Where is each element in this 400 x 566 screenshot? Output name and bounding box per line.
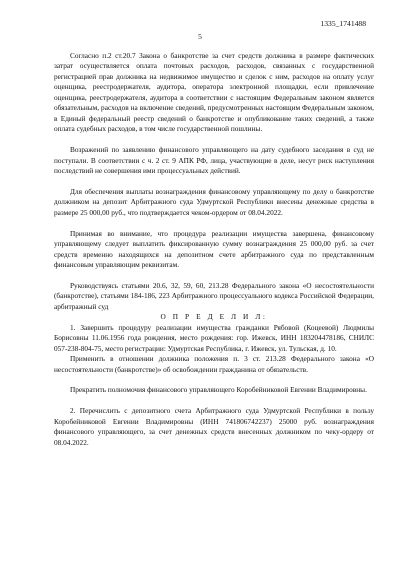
paragraph-no-objections: Возражений по заявлению финансового управляющего на дату судебного заседания в суд не поступали. В соответствии с ч. 2 ст. 9 АПК РФ, лица, участвующие в деле, несут риск наступления последствий не совершения ими процессуальных действий. [54,145,374,175]
page-number: 5 [198,32,202,41]
ruling-item-1: 1. Завершить процедуру реализации имущества гражданки Рябовой (Коцеевой) Людмилы Борисовны 11.06.1956 года рождения, место рождения: гор. Ижевск, ИНН 183204478186, СНИЛС 057-238-804-75, место регистрации: Удмуртская Республика, г. Ижевск, ул. Тульская, д. 10. [54,322,374,353]
document-body [54,51,374,448]
paragraph-deposit: Для обеспечения выплаты вознаграждения финансовому управляющему по делу о банкротстве должником на депозит Арбитражного суда Удмуртской Республики внесены денежные средства в размере 25 000,00 руб., что подтверждается чеком-ордером от 08.04.2022. [54,186,374,217]
paragraph-expenses: Согласно п.2 ст.20.7 Закона о банкротстве за счет средств должника в размере фактических затрат осуществляется оплата почтовых расходов, расходов, связанных с государственной регистрацией прав должника на недвижимое имущество и сделок с ним, расходов на оплату услуг оценщика, реестродержателя, аудитора, оператора электронной площадки, если привлечение оценщика, реестродержателя, аудитора в соответствии с настоящим Федеральным законом является обязательным, расходов на включение сведений, предусмотренных настоящим Федеральным законом, в Единый федеральный реестр сведений о банкротстве и опубликование таких сведений, а также оплата судебных расходов, в том числе государственной пошлины. [54,51,374,134]
paragraph-legal-basis: Руководствуясь статьями 20.6, 32, 59, 60, 213.28 Федерального закона «О несостоятельности (банкротстве), статьями 184-186, 223 Арбитражного процессуального кодекса Российской Федерации, арбитражный суд [54,280,374,311]
ruling-item-2: 2. Перечислить с депозитного счета Арбитражного суда Удмуртской Республики в пользу Коробейниковой Евгении Владимировны (ИНН 741806742237) 25000 руб. вознаграждения финансового управляющего, за счет денежных средств внесенных должником по чеку-ордеру от 08.04.2022. [54,406,374,447]
ruling-terminate-powers: Прекратить полномочия финансового управляющего Коробейниковой Евгении Владимировны. [70,385,367,395]
paragraph-remuneration: Принимая во внимание, что процедура реализации имущества завершена, финансовому управляющему следует выплатить фиксированную сумму вознаграждения 25 000,00 руб. за счет средств временно находящихся на депозитном счете арбитражного суда по представленным финансовым управляющим реквизитам. [54,228,374,270]
ruling-release: Применить в отношении должника положения п. 3 ст. 213.28 Федерального закона «О несостоятельности (банкротстве)» об освобождении гражданина от обязательств. [54,354,374,374]
case-number: 1335_1741488 [320,19,366,28]
ruling-heading: О П Р Е Д Е Л И Л: [160,312,268,322]
